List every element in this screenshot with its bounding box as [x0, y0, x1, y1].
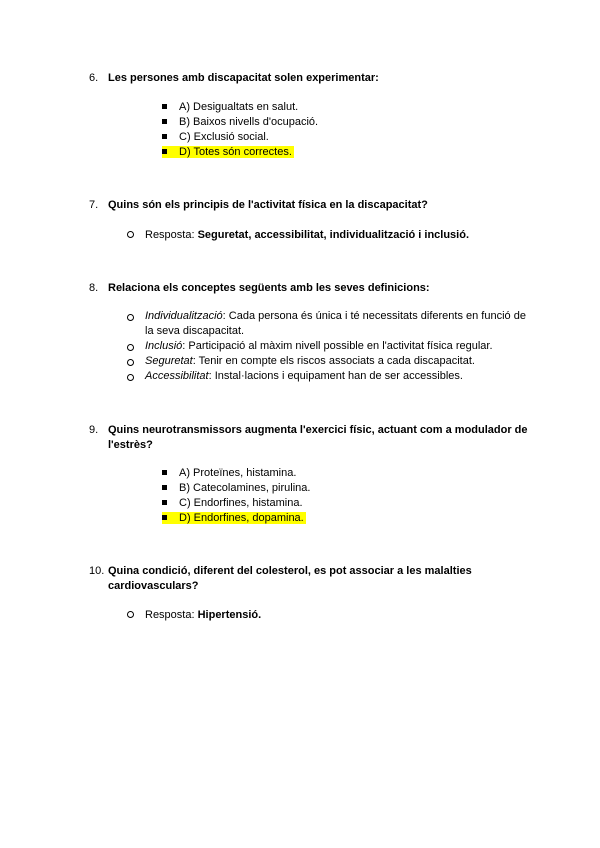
option-label: D) Endorfines, dopamina. — [179, 512, 304, 524]
option-label: D) Totes són correctes. — [179, 146, 292, 158]
option-item-correct — [162, 511, 306, 526]
question-number: 10. — [89, 565, 105, 577]
definition-item — [127, 309, 527, 339]
circle-bullet-icon — [127, 231, 134, 238]
question-text: Relaciona els conceptes següents amb les seves definicions: — [108, 282, 430, 294]
circle-bullet-icon — [127, 374, 134, 381]
question-number: 9. — [89, 424, 99, 436]
definition-term: Accessibilitat — [145, 370, 209, 382]
option-label: C) Exclusió social. — [179, 131, 269, 143]
square-bullet-icon — [162, 119, 167, 124]
definition-text: : Instal·lacions i equipament han de ser accessibles. — [208, 370, 463, 382]
definition-term: Seguretat — [145, 355, 193, 367]
question-9 — [89, 423, 529, 453]
option-item — [162, 481, 310, 496]
answer-prefix: Resposta: — [145, 229, 195, 241]
question-text: Quina condició, diferent del colesterol, es pot associar a les malalties cardiovasculars? — [108, 565, 472, 592]
option-item — [162, 100, 298, 115]
definition-item — [127, 354, 527, 369]
circle-bullet-icon — [127, 359, 134, 366]
question-text: Quins neurotransmissors augmenta l'exercici físic, actuant com a modulador de l'estrès? — [108, 424, 528, 451]
definition-text: : Participació al màxim nivell possible en l'activitat física regular. — [182, 340, 493, 352]
option-item-correct — [162, 145, 294, 160]
square-bullet-icon — [162, 104, 167, 109]
answer-text: Seguretat, accessibilitat, individualització i inclusió. — [197, 229, 470, 241]
question-text: Les persones amb discapacitat solen experimentar: — [108, 72, 379, 84]
option-label: A) Desigualtats en salut. — [179, 101, 299, 113]
question-number: 7. — [89, 199, 99, 211]
answer-item — [127, 608, 261, 623]
circle-bullet-icon — [127, 344, 134, 351]
square-bullet-icon — [162, 134, 167, 139]
circle-bullet-icon — [127, 611, 134, 618]
option-item — [162, 130, 269, 145]
option-item — [162, 466, 296, 481]
square-bullet-icon — [162, 149, 167, 154]
question-number: 8. — [89, 282, 99, 294]
option-item — [162, 496, 303, 511]
square-bullet-icon — [162, 485, 167, 490]
question-number: 6. — [89, 72, 99, 84]
option-label: C) Endorfines, histamina. — [179, 497, 303, 509]
definition-item — [127, 369, 527, 384]
definition-item — [127, 339, 527, 354]
question-8 — [89, 281, 529, 296]
definition-text: : Cada persona és única i té necessitats diferents en funció de la seva discapacitat. — [145, 310, 526, 337]
question-6 — [89, 71, 529, 86]
definition-text: : Tenir en compte els riscos associats a cada discapacitat. — [192, 355, 475, 367]
question-text: Quins són els principis de l'activitat física en la discapacitat? — [108, 199, 428, 211]
question-7 — [89, 198, 529, 213]
question-10 — [89, 564, 529, 594]
definition-term: Inclusió — [145, 340, 183, 352]
option-label: B) Baixos nivells d'ocupació. — [179, 116, 319, 128]
answer-prefix: Resposta: — [145, 609, 195, 621]
option-item — [162, 115, 318, 130]
answer-text: Hipertensió. — [197, 609, 262, 621]
definition-term: Individualització — [145, 310, 223, 322]
circle-bullet-icon — [127, 314, 134, 321]
square-bullet-icon — [162, 515, 167, 520]
option-label: A) Proteïnes, histamina. — [179, 467, 297, 479]
option-label: B) Catecolamines, pirulina. — [179, 482, 311, 494]
answer-item — [127, 228, 469, 243]
square-bullet-icon — [162, 500, 167, 505]
square-bullet-icon — [162, 470, 167, 475]
